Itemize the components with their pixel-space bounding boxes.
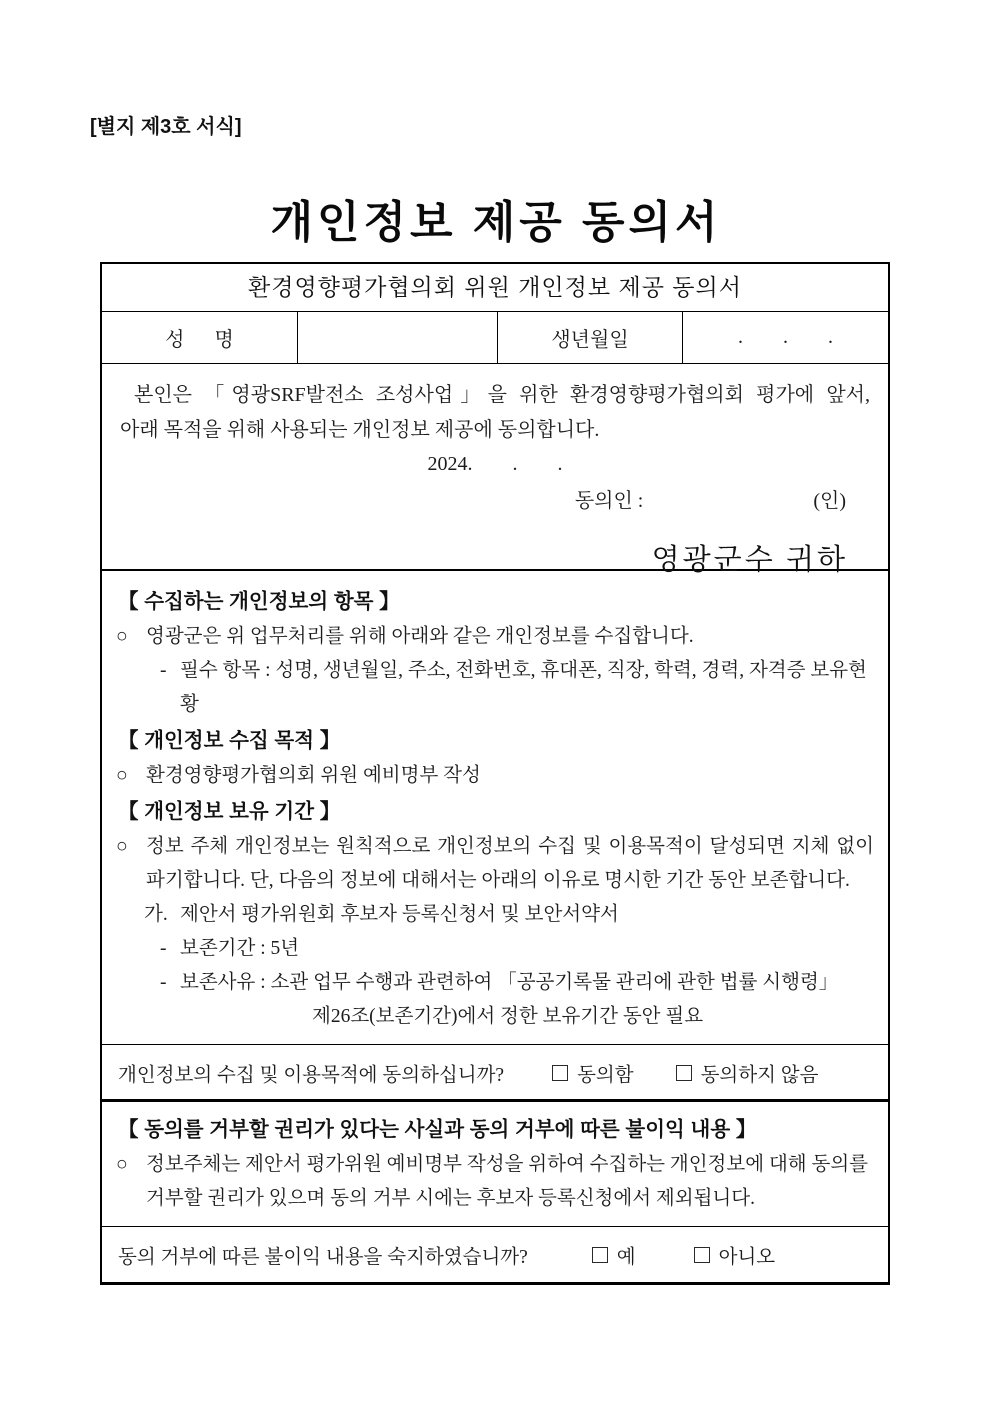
refusal-heading: 【 동의를 거부할 권리가 있다는 사실과 동의 거부에 따른 불이익 내용 】 xyxy=(118,1118,757,1141)
recipient-title: 영광군수 귀하 xyxy=(651,544,848,576)
consent-table xyxy=(100,262,890,1101)
section-subitem: 가. 제안서 평가위원회 후보자 등록신청서 및 보안서약서 xyxy=(116,898,874,932)
consent-question-text: 개인정보의 수집 및 이용목적에 동의하십니까? xyxy=(118,1064,505,1086)
section-subitem: - 보존사유 : 소관 업무 수행과 관련하여 「공공기록물 관리에 관한 법률 시행령」 xyxy=(116,966,874,1000)
consent-statement-block xyxy=(102,363,888,576)
birthdate-label: 생년월일 xyxy=(497,312,682,363)
section-subitem: - 보존기간 : 5년 xyxy=(116,932,874,966)
date-line[interactable]: 2024. . . xyxy=(427,453,563,475)
statement-line: 본인은 「영광SRF발전소 조성사업」을 위한 환경영향평가협의회 평가에 앞서, xyxy=(134,384,870,406)
section-subitem: - 필수 항목 : 성명, 생년월일, 주소, 전화번호, 휴대폰, 직장, 학력, 경력, 자격증 보유현황 xyxy=(116,654,874,722)
section-heading-purpose: 【 개인정보 수집 목적 】 xyxy=(118,729,341,752)
agree-checkbox[interactable] xyxy=(552,1065,568,1081)
dash-bullet-icon: - xyxy=(160,660,167,681)
yes-checkbox[interactable] xyxy=(592,1247,608,1263)
dash-bullet-icon: - xyxy=(160,972,167,993)
page-title: 개인정보 제공 동의서 xyxy=(270,198,722,247)
seal-label: (인) xyxy=(813,490,846,512)
name-input-cell[interactable] xyxy=(297,312,497,363)
option-label: 동의하지 않음 xyxy=(700,1064,819,1086)
section-heading-retention: 【 개인정보 보유 기간 】 xyxy=(118,800,341,823)
consent-question-row xyxy=(102,1044,888,1100)
option-disagree xyxy=(676,1059,819,1087)
birthdate-input-cell[interactable]: . . . xyxy=(682,312,888,363)
table-header: 환경영향평가협의회 위원 개인정보 제공 동의서 xyxy=(248,274,742,300)
dash-bullet-icon: - xyxy=(160,938,167,959)
section-heading-items: 【 수집하는 개인정보의 항목 】 xyxy=(118,590,400,613)
option-no xyxy=(694,1241,776,1269)
name-label: 성 명 xyxy=(165,329,234,351)
refusal-table xyxy=(100,1099,890,1285)
acknowledge-question-row xyxy=(102,1226,888,1282)
name-birth-row xyxy=(102,311,888,363)
section-item: ○ 영광군은 위 업무처리를 위해 아래와 같은 개인정보를 수집합니다. xyxy=(116,620,874,654)
privacy-sections xyxy=(102,569,888,1044)
option-agree xyxy=(552,1059,634,1087)
no-checkbox[interactable] xyxy=(694,1247,710,1263)
form-number-label: [별지 제3호 서식] xyxy=(90,116,242,138)
refusal-body: ○ 정보주체는 제안서 평가위원 예비명부 작성을 위하여 수집하는 개인정보에 대해 동의를 거부할 권리가 있으며 동의 거부 시에는 후보자 등록신청에서 제외됩니다. xyxy=(116,1148,874,1216)
option-label: 예 xyxy=(616,1246,636,1268)
option-label: 아니오 xyxy=(718,1246,776,1268)
signer-line xyxy=(120,484,870,513)
ga-bullet-icon: 가. xyxy=(144,904,168,925)
refusal-notice-block xyxy=(102,1102,888,1226)
acknowledge-question-text: 동의 거부에 따른 불이익 내용을 숙지하였습니까? xyxy=(118,1246,528,1268)
section-item: ○ 정보 주체 개인정보는 원칙적으로 개인정보의 수집 및 이용목적이 달성되면 지체 없이 파기합니다. 단, 다음의 정보에 대해서는 아래의 이유로 명시한 기간 동안 보존합니다. xyxy=(116,830,874,898)
section-continuation: 제26조(보존기간)에서 정한 보유기간 동안 필요 xyxy=(312,1006,704,1027)
option-label: 동의함 xyxy=(577,1064,634,1086)
section-item: ○ 환경영향평가협의회 위원 예비명부 작성 xyxy=(116,759,874,793)
circle-bullet-icon: ○ xyxy=(116,765,128,786)
disagree-checkbox[interactable] xyxy=(676,1065,692,1081)
signer-label[interactable]: 동의인 : xyxy=(574,490,644,512)
statement-line: 아래 목적을 위해 사용되는 개인정보 제공에 동의합니다. xyxy=(120,419,600,441)
circle-bullet-icon: ○ xyxy=(116,1154,128,1175)
circle-bullet-icon: ○ xyxy=(116,836,128,857)
option-yes xyxy=(592,1241,636,1269)
circle-bullet-icon: ○ xyxy=(116,626,128,647)
